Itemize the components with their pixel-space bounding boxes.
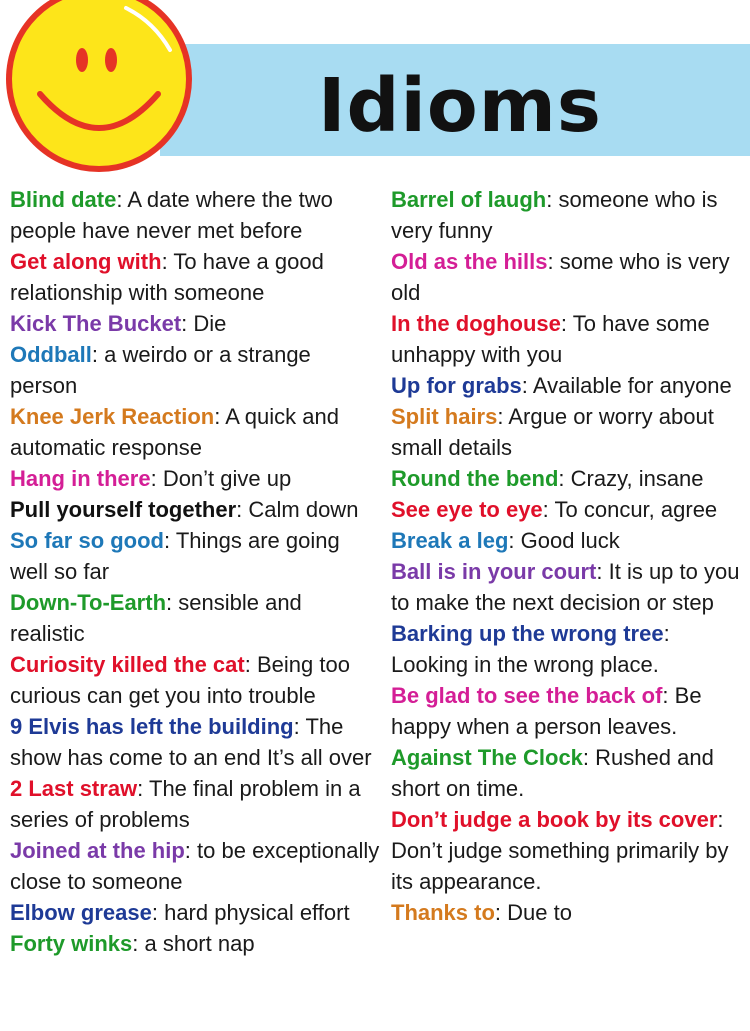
idiom-entry [10,928,382,959]
idiom-term: So far so good [10,528,164,553]
idiom-term: Hang in there [10,466,151,491]
idiom-definition: Don’t give up [162,466,292,491]
idiom-separator: : [717,807,724,832]
idiom-separator: : [164,528,176,553]
idiom-term: Barking up the wrong tree [391,621,664,646]
idiom-separator: : [132,931,145,956]
idiom-entry [391,184,746,246]
idiom-definition: Things are going well so far [10,528,340,584]
idiom-entry [10,339,382,401]
idiom-entry [391,525,746,556]
idiom-separator: : [150,466,163,491]
idiom-entry [391,742,746,804]
idiom-definition: Die [193,311,227,336]
idiom-entry [10,184,382,246]
idiom-entry [10,401,382,463]
idiom-term: Pull yourself together [10,497,237,522]
idiom-entry [391,308,746,370]
page-title: Idioms [318,63,602,149]
idiom-entry [391,680,746,742]
idiom-entry [391,897,746,928]
idiom-term: Oddball [10,342,92,367]
idiom-separator: : [181,311,194,336]
idiom-term: Kick The Bucket [10,311,182,336]
idiom-term: Up for grabs [391,373,522,398]
idiom-separator: : [560,311,573,336]
idiom-definition: Being too curious can get you into trouble [10,652,350,708]
idiom-definition: Good luck [520,528,620,553]
idiom-term: Old as the hills [391,249,548,274]
idiom-entry [391,246,746,308]
idiom-term: Against The Clock [391,745,583,770]
idiom-definition: a weirdo or a strange person [10,342,311,398]
idiom-term: Break a leg [391,528,509,553]
idiom-separator: : [497,404,509,429]
idiom-definition: To have a good relationship with someone [10,249,324,305]
idiom-term: 9 Elvis has left the building [10,714,294,739]
idiom-definition: Calm down [248,497,359,522]
idiom-separator: : [244,652,257,677]
idiom-definition: Looking in the wrong place. [391,652,659,677]
idiom-separator: : [558,466,571,491]
idiom-term: Knee Jerk Reaction [10,404,215,429]
idiom-separator: : [542,497,555,522]
idiom-definition: Be happy when a person leaves. [391,683,702,739]
idiom-definition: Available for anyone [532,373,732,398]
idiom-term: 2 Last straw [10,776,138,801]
idiom-entry [10,246,382,308]
idiom-entry [10,711,382,773]
idiom-definition: Don’t judge something primarily by its appearance. [391,838,729,894]
idiom-separator: : [521,373,533,398]
idiom-separator: : [663,621,670,646]
idiom-definition: hard physical effort [164,900,350,925]
idiom-definition: sensible and realistic [10,590,302,646]
idiom-entry [10,773,382,835]
idiom-definition: To concur, agree [554,497,718,522]
idiom-entry [10,494,382,525]
idiom-separator: : [151,900,165,925]
idiom-entry [10,835,382,897]
idiom-entry [10,525,382,587]
idiom-separator: : [494,900,508,925]
idiom-term: Down-To-Earth [10,590,167,615]
idiom-entry [10,897,382,928]
idiom-definition: someone who is very funny [391,187,718,243]
idiom-term: Don’t judge a book by its cover [391,807,718,832]
idiom-definition: some who is very old [391,249,730,305]
idiom-entry [391,804,746,897]
idiom-separator: : [508,528,521,553]
idiom-separator: : [236,497,249,522]
idiom-separator: : [91,342,105,367]
idiom-definition: A quick and automatic response [10,404,339,460]
smiley-face-icon [0,0,200,180]
idiom-separator: : [161,249,174,274]
right-idiom-list [391,184,746,928]
idiom-separator: : [662,683,675,708]
idiom-entry [10,463,382,494]
idiom-definition: Due to [507,900,572,925]
idiom-entry [391,494,746,525]
idiom-term: Split hairs [391,404,498,429]
idiom-definition: The show has come to an end It’s all over [10,714,372,770]
idiom-separator: : [547,249,560,274]
idiom-separator: : [116,187,128,212]
idiom-entry [10,587,382,649]
left-idiom-list [10,184,382,959]
idiom-definition: to be exceptionally close to someone [10,838,380,894]
idiom-term: Round the bend [391,466,559,491]
idiom-entry [391,401,746,463]
idiom-entry [391,618,746,680]
idiom-term: Get along with [10,249,162,274]
idiom-term: Elbow grease [10,900,152,925]
idiom-separator: : [214,404,226,429]
idiom-separator: : [166,590,179,615]
idiom-separator: : [582,745,596,770]
idiom-separator: : [293,714,306,739]
idiom-definition: The final problem in a series of problems [10,776,361,832]
idiom-separator: : [546,187,559,212]
idiom-term: Blind date [10,187,117,212]
idiom-term: Be glad to see the back of [391,683,663,708]
idiom-term: In the doghouse [391,311,561,336]
idiom-definition: A date where the two people have never met before [10,187,333,243]
idiom-definition: To have some unhappy with you [391,311,710,367]
idiom-separator: : [184,838,198,863]
idiom-entry [10,649,382,711]
idiom-term: Curiosity killed the cat [10,652,245,677]
idiom-entry [391,463,746,494]
idiom-entry [10,308,382,339]
idiom-term: Joined at the hip [10,838,185,863]
idiom-definition: a short nap [144,931,255,956]
idiom-separator: : [596,559,609,584]
idiom-term: Ball is in your court [391,559,597,584]
idiom-definition: It is up to you to make the next decision or step [391,559,740,615]
idiom-separator: : [137,776,149,801]
idiom-term: Forty winks [10,931,133,956]
idiom-term: Barrel of laugh [391,187,547,212]
idiom-term: See eye to eye [391,497,543,522]
idiom-term: Thanks to [391,900,495,925]
idiom-definition: Argue or worry about small details [391,404,714,460]
idiom-entry [391,556,746,618]
idiom-definition: Rushed and short on time. [391,745,714,801]
idiom-entry [391,370,746,401]
idiom-definition: Crazy, insane [570,466,704,491]
